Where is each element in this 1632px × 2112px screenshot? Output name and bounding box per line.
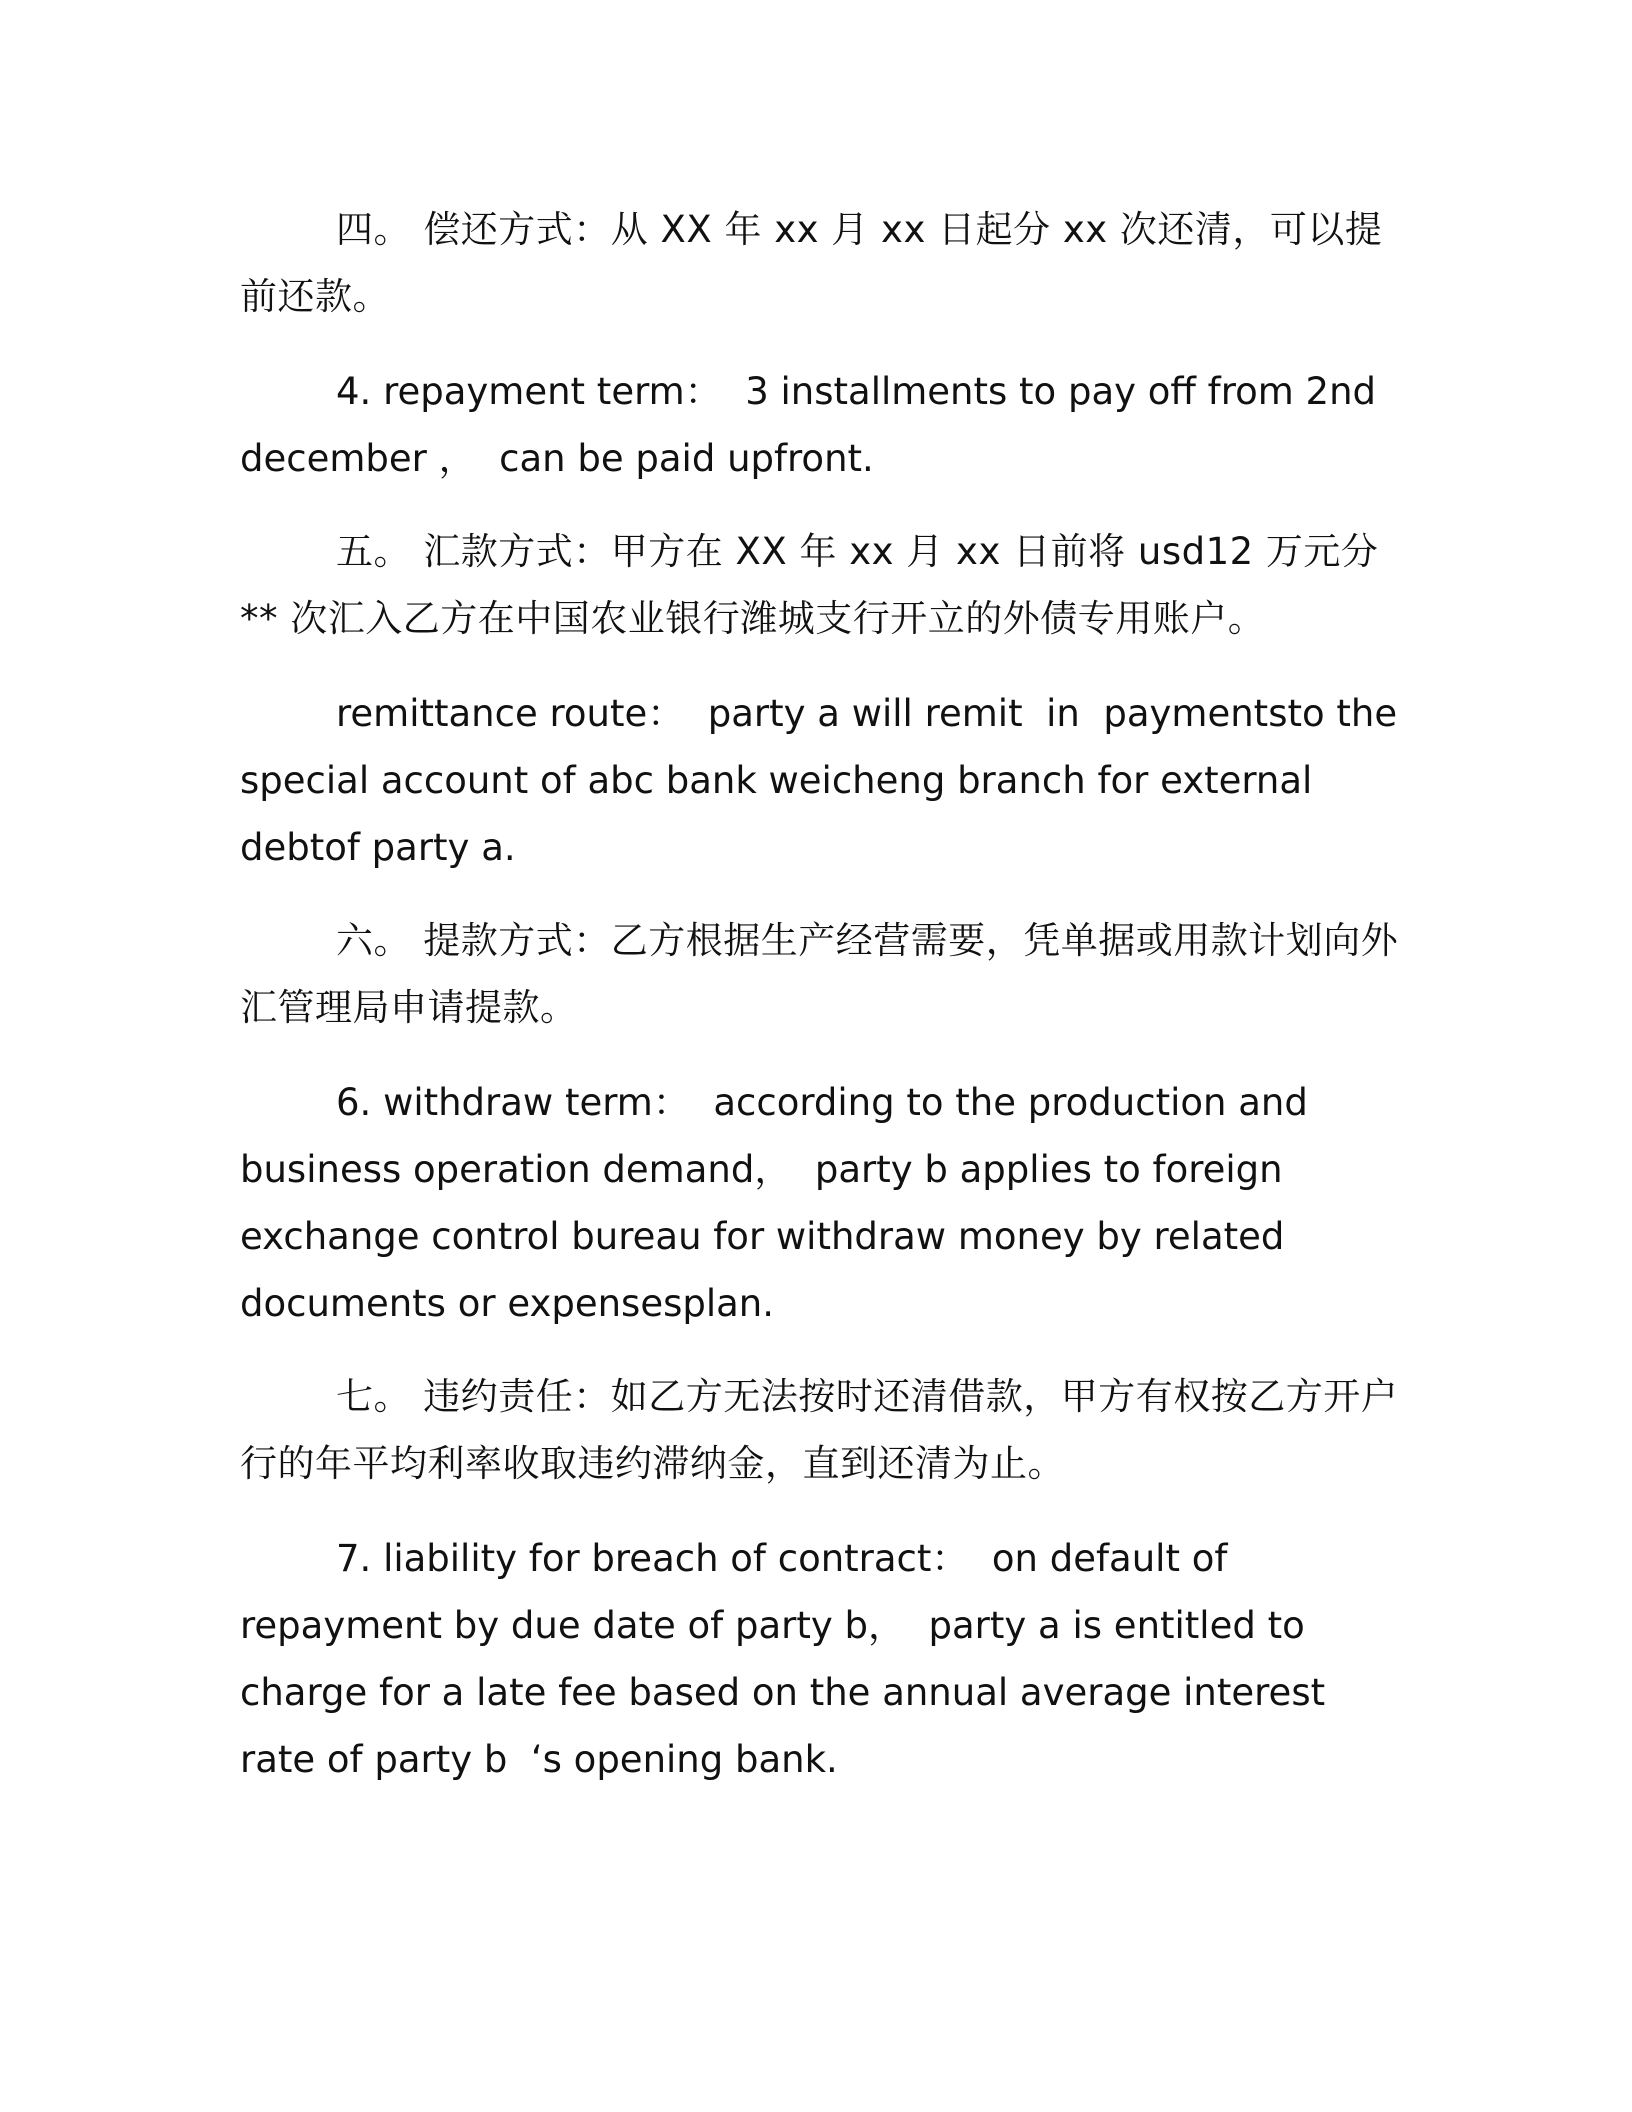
clause-5-zh: 五。 汇款方式：甲方在 XX 年 xx 月 xx 日前将 usd12 万元分** 次汇入乙方在中国农业银行潍城支行开立的外债专用账户。 xyxy=(240,530,1379,640)
clause-7-en: 7. liability for breach of contract： on default of repayment by due date of party b， party a is entitled to charge for a late fee based on the annual average interest rate of party b ‘s opening bank. xyxy=(240,1537,1337,1781)
clause-6-en: 6. withdraw term： according to the production and business operation demand， party b applies to foreign exchange control bureau for withdraw money by related documents or expensesplan. xyxy=(240,1081,1320,1325)
document-page xyxy=(240,196,1409,1793)
clause-6-zh: 六。 提款方式：乙方根据生产经营需要，凭单据或用款计划向外汇管理局申请提款。 xyxy=(240,919,1399,1029)
clause-5-en: remittance route： party a will remit in paymentsto the special account of abc bank weicheng branch for external debtof party a. xyxy=(240,692,1409,869)
clause-4-en: 4. repayment term： 3 installments to pay off from 2nd december ， can be paid upfront. xyxy=(240,370,1388,480)
clause-7-zh: 七。 违约责任：如乙方无法按时还清借款，甲方有权按乙方开户行的年平均利率收取违约滞纳金，直到还清为止。 xyxy=(240,1375,1399,1485)
clause-4-zh: 四。 偿还方式：从 XX 年 xx 月 xx 日起分 xx 次还清，可以提前还款。 xyxy=(240,208,1383,318)
